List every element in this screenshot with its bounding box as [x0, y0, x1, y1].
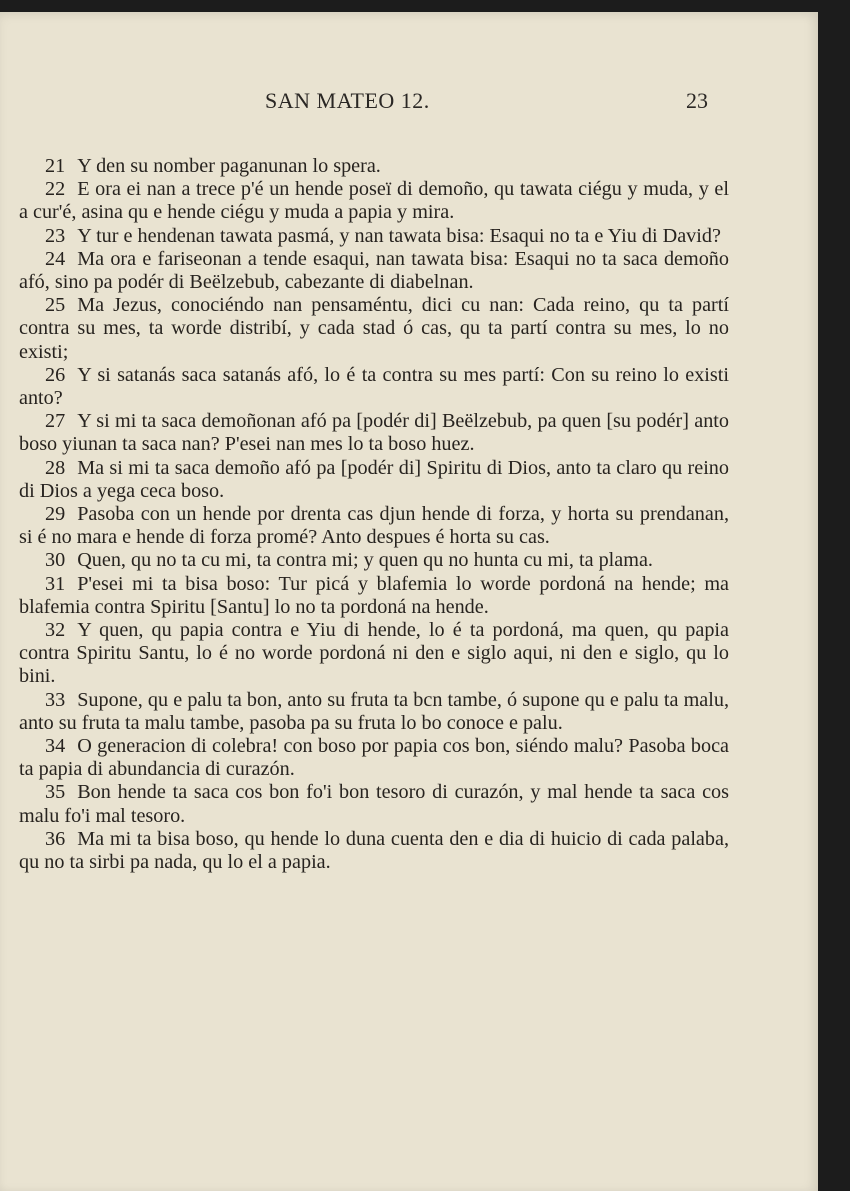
verse-number: 33 [45, 688, 66, 711]
verse-21 [19, 155, 729, 178]
verse-text: Y den su nomber paganunan lo spera. [77, 155, 381, 177]
verse-number: 30 [45, 549, 66, 572]
verse-number: 25 [45, 294, 66, 317]
verse-text: E ora ei nan a trece p'é un hende poseï di demoño, qu tawata ciégu y muda, y el a cur'é, asina qu e hende ciégu y muda a papia y mira. [19, 178, 729, 224]
verse-number: 36 [45, 827, 66, 850]
page-number: 23 [686, 88, 708, 113]
verse-25 [19, 294, 729, 364]
verse-text: Y tur e hendenan tawata pasmá, y nan tawata bisa: Esaqui no ta e Yiu di David? [77, 224, 721, 247]
verse-number: 34 [45, 735, 66, 758]
verse-number: 23 [45, 224, 66, 247]
verse-number: 27 [45, 410, 66, 433]
verse-22 [19, 178, 729, 224]
verse-29 [19, 503, 729, 549]
verse-27 [19, 410, 729, 456]
verse-list [19, 155, 729, 874]
verse-text: Quen, qu no ta cu mi, ta contra mi; y quen qu no hunta cu mi, ta plama. [77, 549, 653, 572]
verse-number: 22 [45, 178, 66, 201]
verse-number: 21 [45, 155, 66, 177]
verse-number: 28 [45, 456, 66, 479]
verse-number: 26 [45, 363, 66, 386]
verse-26 [19, 364, 729, 410]
verse-34 [19, 735, 729, 781]
verse-text: Ma ora e fariseonan a tende esaqui, nan tawata bisa: Esaqui no ta saca demoño afó, sino pa podér di Beëlzebub, cabezante di diabelnan. [19, 247, 729, 294]
page-header [0, 88, 818, 120]
verse-24 [19, 248, 729, 294]
verse-text: O generacion di colebra! con boso por papia cos bon, siéndo malu? Pasoba boca ta papia di abundancia di curazón. [19, 735, 729, 781]
verse-28 [19, 457, 729, 503]
verse-30 [19, 549, 729, 572]
verse-text: Ma si mi ta saca demoño afó pa [podér di] Spiritu di Dios, anto ta claro qu reino di Dios a yega ceca boso. [19, 456, 729, 502]
verse-36 [19, 828, 729, 874]
verse-text: Y si mi ta saca demoñonan afó pa [podér di] Beëlzebub, pa quen [su podér] anto boso yiunan ta saca nan? P'esei nan mes lo ta boso huez. [19, 410, 729, 456]
verse-text: Y si satanás saca satanás afó, lo é ta contra su mes partí: Con su reino lo existi anto? [19, 363, 729, 410]
running-head: SAN MATEO 12. [265, 88, 430, 113]
verse-number: 32 [45, 619, 66, 642]
verse-33 [19, 689, 729, 735]
verse-text: Ma Jezus, conociéndo nan pensaméntu, dici cu nan: Cada reino, qu ta partí contra su mes, ta worde distribí, y cada stad ó cas, qu ta partí contra su mes, lo no existi; [19, 294, 729, 363]
verse-number: 31 [45, 572, 66, 595]
verse-text: Supone, qu e palu ta bon, anto su fruta ta bcn tambe, ó supone qu e palu ta malu, anto su fruta ta malu tambe, pasoba pa su fruta lo bo conoce e palu. [19, 688, 729, 734]
verse-31 [19, 573, 729, 619]
verse-32 [19, 619, 729, 689]
verse-23 [19, 225, 729, 248]
verse-text: Ma mi ta bisa boso, qu hende lo duna cuenta den e dia di huicio di cada palaba, qu no ta sirbi pa nada, qu lo el a papia. [19, 827, 729, 874]
book-page [0, 12, 818, 1191]
verse-text: Pasoba con un hende por drenta cas djun hende di forza, y horta su prendanan, si é no mara e hende di forza promé? Anto despues é horta su cas. [19, 503, 729, 549]
verse-text: P'esei mi ta bisa boso: Tur picá y blafemia lo worde pordoná na hende; ma blafemia contra Spiritu [Santu] lo no ta pordoná na hende. [19, 572, 729, 618]
verse-text: Y quen, qu papia contra e Yiu di hende, lo é ta pordoná, ma quen, qu papia contra Spiritu Santu, lo é no worde pordoná ni den e siglo aqui, ni den e siglo, qu lo bini. [19, 619, 729, 688]
verse-text: Bon hende ta saca cos bon fo'i bon tesoro di curazón, y mal hende ta saca cos malu fo'i mal tesoro. [19, 781, 729, 827]
verse-number: 29 [45, 503, 66, 526]
verse-35 [19, 781, 729, 827]
verse-number: 24 [45, 247, 66, 270]
verse-number: 35 [45, 781, 66, 804]
